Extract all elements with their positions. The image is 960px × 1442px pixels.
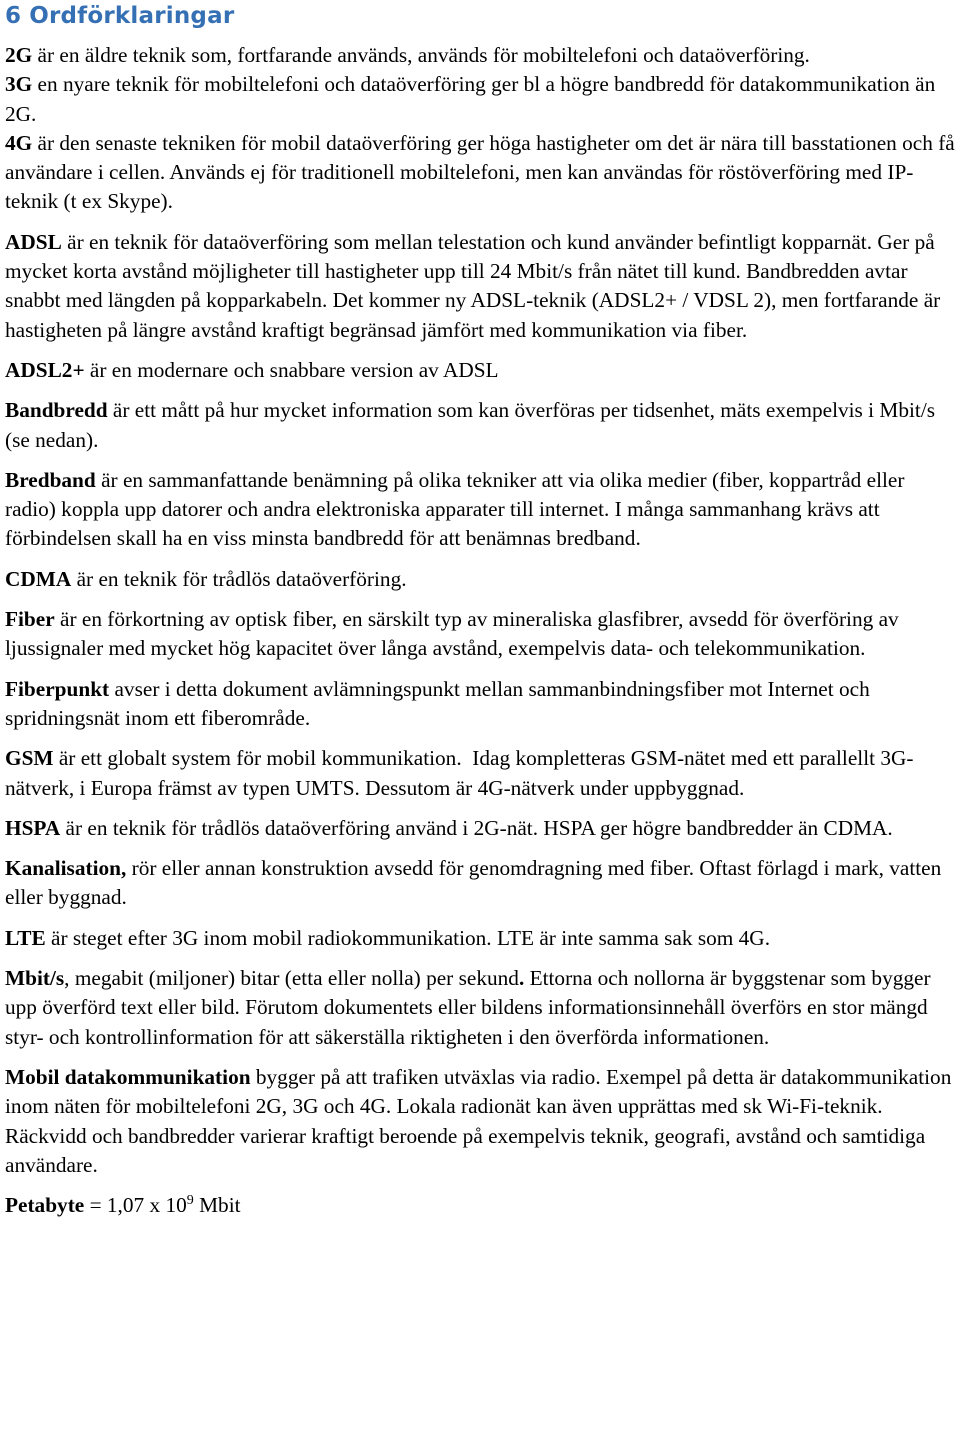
term: ADSL: [5, 229, 62, 254]
definition-cdma: [5, 565, 957, 594]
definition-kanalisation: [5, 854, 957, 913]
definition-text: är en äldre teknik som, fortfarande används, används för mobiltelefoni och dataöverföring.: [32, 43, 810, 67]
definition-text: är steget efter 3G inom mobil radiokommunikation. LTE är inte samma sak som 4G.: [45, 925, 771, 950]
term: LTE: [5, 925, 46, 950]
unit-text: Mbit: [193, 1193, 241, 1218]
definition-text-continued: Ettorna och nollorna är byggstenar som bygger upp överförd text eller bild. Förutom dokumentets eller bildens informationsinnehåll överförs en stor mängd styr- och kontrollinformation för att säkerställa riktigheten i den överförda informationen.: [5, 966, 931, 1049]
definition-fiberpunkt: [5, 675, 957, 734]
definition-3g: [5, 70, 957, 129]
section-heading: [5, 0, 957, 31]
section-title: Ordförklaringar: [29, 3, 235, 29]
term: Kanalisation,: [5, 856, 127, 881]
definition-bredband: [5, 466, 957, 554]
definition-petabyte: [5, 1191, 957, 1220]
term: CDMA: [5, 566, 72, 591]
term: GSM: [5, 746, 54, 771]
term: Bandbredd: [5, 398, 108, 423]
term: 2G: [5, 43, 33, 67]
definition-text: bygger på att trafiken utväxlas via radio. Exempel på detta är datakommunikation inom näten för mobiltelefoni 2G, 3G och 4G. Lokala radionät kan även upprättas med sk Wi-Fi-teknik. Räckvidd och bandbredder varierar kraftigt beroende på exempelvis teknik, geografi, avstånd och samtidiga användare.: [5, 1064, 952, 1177]
definition-text: en nyare teknik för mobiltelefoni och dataöverföring ger bl a högre bandbredd för datakommunikation än 2G.: [5, 72, 936, 126]
definition-text: är en modernare och snabbare version av ADSL: [84, 357, 499, 382]
definition-text: är den senaste tekniken för mobil dataöverföring ger höga hastigheter om det är nära till basstationen och få användare i cellen. Används ej för traditionell mobiltelefoni, men kan användas för röstöverföring med IP-teknik (t ex Skype).: [5, 130, 955, 214]
section-number: 6: [5, 3, 22, 29]
term: 3G: [5, 72, 33, 97]
definition-text: är en teknik för trådlös dataöverföring använd i 2G-nät. HSPA ger högre bandbredder än CDMA.: [60, 815, 893, 840]
term: 4G: [5, 130, 33, 155]
definition-adsl2plus: [5, 356, 957, 385]
term: Mobil datakommunikation: [5, 1064, 251, 1089]
term: Fiber: [5, 607, 55, 632]
term: ADSL2+: [5, 357, 85, 382]
term: Fiberpunkt: [5, 676, 110, 701]
definition-fiber: [5, 605, 957, 664]
definition-bandbredd: [5, 396, 957, 455]
definition-text: = 1,07 x 10: [84, 1193, 187, 1218]
definition-text: är en sammanfattande benämning på olika tekniker att via olika medier (fiber, koppartråd eller radio) koppla upp datorer och andra elektroniska apparater till internet. I många sammanhang krävs att förbindelsen skall ha en viss minsta bandbredd för att benämnas bredband.: [5, 467, 905, 551]
definition-mobil-datakommunikation: [5, 1063, 957, 1180]
definition-adsl: [5, 228, 957, 345]
definition-text: är en teknik för dataöverföring som mellan telestation och kund använder befintligt kopparnät. Ger på mycket korta avstånd möjligheter till hastigheter upp till 24 Mbit/s från nätet till kund. Bandbredden avtar snabbt med längden på kopparkabeln. Det kommer ny ADSL-teknik (ADSL2+ / VDSL 2), men fortfarande är hastigheten på längre avstånd kraftigt begränsad jämfört med kommunikation via fiber.: [5, 229, 941, 342]
term: Mbit/s: [5, 966, 65, 991]
definition-text: är en teknik för trådlös dataöverföring.: [71, 566, 407, 591]
definition-text: är ett mått på hur mycket information som kan överföras per tidsenhet, mäts exempelvis i Mbit/s (se nedan).: [5, 398, 936, 452]
definition-text: , megabit (miljoner) bitar (etta eller nolla) per sekund: [64, 966, 519, 991]
definition-hspa: [5, 814, 957, 843]
definition-2g: [5, 41, 957, 70]
definition-text: är en förkortning av optisk fiber, en särskilt typ av mineraliska glasfibrer, avsedd för överföring av ljussignaler med mycket hög kapacitet över långa avstånd, exempelvis data- och telekommunikation.: [5, 607, 899, 661]
term: HSPA: [5, 815, 61, 840]
definition-text: är ett globalt system för mobil kommunikation. Idag kompletteras GSM-nätet med ett parallellt 3G-nätverk, i Europa främst av typen UMTS. Dessutom är 4G-nätverk under uppbyggnad.: [5, 746, 914, 800]
definition-text: avser i detta dokument avlämningspunkt mellan sammanbindningsfiber mot Internet och spridningsnät inom ett fiberområde.: [5, 676, 870, 730]
definition-4g: [5, 129, 957, 217]
definition-text: rör eller annan konstruktion avsedd för genomdragning med fiber. Oftast förlagd i mark, vatten eller byggnad.: [5, 856, 942, 910]
exponent: 9: [186, 1193, 194, 1208]
definition-mbits: [5, 964, 957, 1052]
term-period: .: [518, 966, 525, 991]
definition-gsm: [5, 744, 957, 803]
document-page: [5, 0, 957, 1220]
definition-lte: [5, 924, 957, 953]
term: Bredband: [5, 467, 96, 492]
term: Petabyte: [5, 1193, 85, 1218]
